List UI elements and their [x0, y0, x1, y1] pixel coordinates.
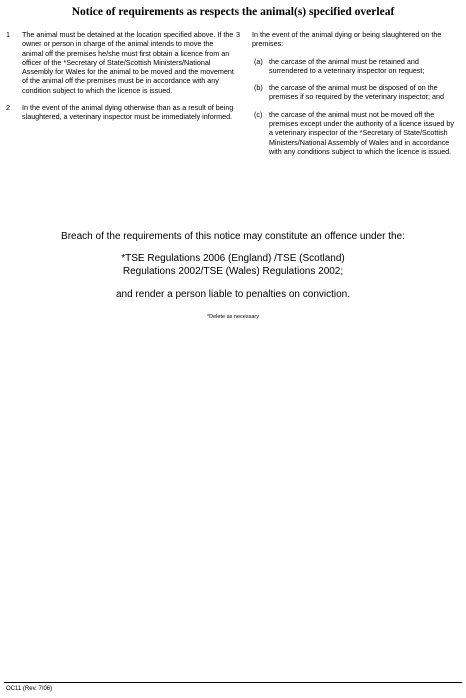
item-text: In the event of the animal dying otherwise than as a result of being slaughtered, a veterinary inspector must be immediately informed.: [22, 103, 234, 122]
subitem-text: the carcase of the animal must be retained and surrendered to a veterinary inspector on request;: [269, 56, 425, 75]
item-number: 2: [6, 103, 10, 113]
breach-line: Breach of the requirements of this notice may constitute an offence under the:: [61, 231, 405, 242]
subitem-a: [236, 57, 458, 76]
breach-statement: [0, 230, 466, 324]
subitem-letter: (b): [254, 83, 263, 93]
item-text: In the event of the animal dying or being slaughtered on the premises:: [252, 30, 442, 49]
requirement-item-2: [6, 103, 234, 122]
subitem-b: [236, 83, 458, 102]
footer-divider: [4, 682, 462, 683]
subitem-letter: (a): [254, 56, 263, 66]
subitem-text: the carcase of the animal must not be moved off the premises except under the authority of a licence issued by a veterinary inspector of the *Secretary of State/Scottish Ministers/National Assembly of Wales and in accordance with any conditions subject to which the licence is issued.: [269, 109, 454, 156]
item-number: 1: [6, 30, 10, 39]
subitem-text: the carcase of the animal must be disposed of on the premises if so required by the veterinary inspector; and: [269, 83, 444, 102]
delete-note: *Delete as necessary: [207, 314, 259, 320]
form-code: OC11 (Rev. 7/06): [6, 686, 53, 692]
left-column: [6, 30, 234, 130]
regulations-line-2: Regulations 2002/TSE (Wales) Regulations 2002;: [122, 266, 344, 277]
subitem-letter: (c): [254, 109, 263, 119]
regulations-line-1: *TSE Regulations 2006 (England) /TSE (Scotland): [121, 253, 345, 264]
penalty-line: and render a person liable to penalties on conviction.: [115, 289, 351, 300]
subitem-c: [236, 110, 458, 156]
notice-title: Notice of requirements as respects the animal(s) specified overleaf: [71, 6, 395, 18]
requirement-item-1: [6, 30, 234, 95]
item-number: 3: [236, 30, 240, 39]
requirement-item-3: [236, 30, 458, 49]
right-column: [236, 30, 458, 156]
item-text: The animal must be detained at the location specified above. If the owner or person in charge of the animal intends to move the animal off the premises he/she must first obtain a licence from an officer of the *Secretary of State/Scottish Ministers/National Assembly for Wales for the animal to be moved and the movement of the animal off the premises must be in accordance with any condition subject to which the licence is issued.: [22, 30, 234, 95]
